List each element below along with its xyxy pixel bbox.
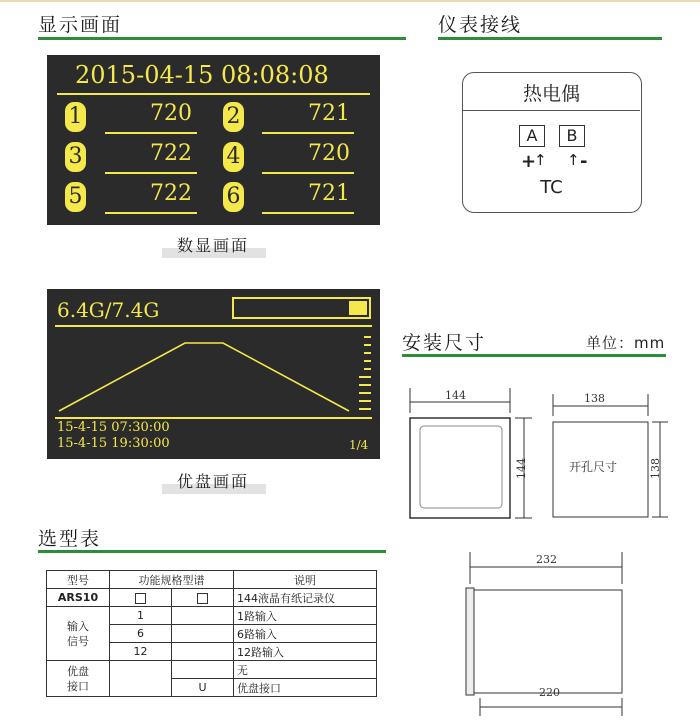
channel-line-4 bbox=[262, 172, 354, 174]
placeholder-box-icon bbox=[197, 593, 208, 604]
thermocouple-title: 热电偶 bbox=[522, 83, 580, 105]
input-desc-1: 1路输入 bbox=[234, 607, 377, 625]
usb-capacity: 6.4G/7.4G bbox=[57, 298, 160, 322]
channel-badge-2: 2 bbox=[223, 102, 244, 132]
channel-value-5: 722 bbox=[150, 181, 192, 206]
usb-empty bbox=[110, 661, 172, 697]
channel-value-3: 722 bbox=[150, 141, 192, 166]
install-dimension-drawing bbox=[400, 380, 700, 723]
side-outer-label: 232 bbox=[536, 553, 557, 566]
display-section-underline bbox=[38, 37, 406, 40]
usb-label: 优盘 接口 bbox=[47, 661, 110, 697]
usb-caption: 优盘画面 bbox=[177, 472, 250, 491]
usb-lcd-screen bbox=[47, 289, 380, 459]
front-width-label: 144 bbox=[445, 389, 466, 402]
channel-badge-3: 3 bbox=[65, 142, 86, 172]
scale-ticks bbox=[359, 337, 371, 409]
usb-desc-2: 优盘接口 bbox=[234, 679, 377, 697]
channel-badge-5: 5 bbox=[65, 182, 86, 212]
usb-time-1: 15-4-15 07:30:00 bbox=[57, 420, 170, 435]
wiring-section-title: 仪表接线 bbox=[438, 14, 523, 36]
tc-label: TC bbox=[540, 177, 563, 198]
channel-badge-1: 1 bbox=[65, 102, 86, 132]
cutout-width-label: 138 bbox=[584, 392, 605, 405]
usb-time-2: 15-4-15 19:30:00 bbox=[57, 436, 170, 451]
spec-box-2 bbox=[172, 589, 234, 607]
model-code: ARS10 bbox=[47, 589, 110, 607]
model-desc: 144液晶有纸记录仪 bbox=[234, 589, 377, 607]
channel-badge-6: 6 bbox=[223, 182, 244, 212]
lcd-datetime: 2015-04-15 08:08:08 bbox=[75, 61, 329, 89]
model-section-underline bbox=[38, 550, 386, 553]
input-code-2: 6 bbox=[110, 625, 172, 643]
digital-lcd-screen bbox=[47, 55, 380, 225]
channel-line-3 bbox=[105, 172, 197, 174]
input-empty-1 bbox=[172, 607, 234, 625]
spec-box-1 bbox=[110, 589, 172, 607]
channel-value-2: 721 bbox=[308, 101, 350, 126]
wiring-card bbox=[462, 72, 642, 213]
input-desc-2: 6路输入 bbox=[234, 625, 377, 643]
terminal-b: B bbox=[559, 125, 585, 147]
minus-sign: - bbox=[580, 151, 588, 172]
model-table bbox=[46, 570, 377, 697]
cutout-panel bbox=[553, 394, 668, 517]
display-section-title: 显示画面 bbox=[38, 14, 123, 36]
front-panel bbox=[410, 388, 532, 518]
unit-label: 单位：mm bbox=[586, 334, 666, 352]
cutout-height-label: 138 bbox=[649, 458, 662, 479]
cutout-label: 开孔尺寸 bbox=[569, 460, 618, 474]
datetime-underline bbox=[57, 93, 370, 95]
channel-line-6 bbox=[262, 212, 354, 214]
placeholder-box-icon bbox=[135, 593, 146, 604]
trend-line bbox=[59, 343, 349, 411]
usb-code-2: U bbox=[172, 679, 234, 697]
channel-line-2 bbox=[262, 132, 354, 134]
header-model: 型号 bbox=[47, 571, 110, 589]
wiring-section-underline bbox=[438, 37, 662, 40]
install-section-title: 安装尺寸 bbox=[402, 332, 487, 354]
model-section-title: 选型表 bbox=[38, 528, 102, 550]
install-section-underline bbox=[402, 354, 666, 357]
side-inner-label: 220 bbox=[539, 686, 560, 699]
input-label: 输入 信号 bbox=[47, 607, 110, 661]
input-code-1: 1 bbox=[110, 607, 172, 625]
top-border bbox=[0, 0, 700, 2]
channel-value-4: 720 bbox=[308, 141, 350, 166]
channel-value-6: 721 bbox=[308, 181, 350, 206]
channel-value-1: 720 bbox=[150, 101, 192, 126]
header-desc: 说明 bbox=[234, 571, 377, 589]
table-header-row bbox=[47, 571, 377, 589]
up-arrow-b-icon: ↑ bbox=[567, 151, 580, 169]
channel-line-1 bbox=[105, 132, 197, 134]
usb-desc-1: 无 bbox=[234, 661, 377, 679]
channel-badge-4: 4 bbox=[223, 142, 244, 172]
wiring-card-divider bbox=[463, 110, 640, 111]
channel-line-5 bbox=[105, 212, 197, 214]
digital-caption: 数显画面 bbox=[177, 236, 250, 255]
header-spec: 功能规格型谱 bbox=[110, 571, 234, 589]
table-row bbox=[47, 661, 377, 679]
terminal-a: A bbox=[519, 125, 545, 147]
table-row bbox=[47, 589, 377, 607]
up-arrow-a-icon: ↑ bbox=[534, 151, 547, 169]
plus-sign: + bbox=[521, 151, 537, 172]
input-empty-2 bbox=[172, 625, 234, 643]
usb-code-1 bbox=[172, 661, 234, 679]
input-desc-3: 12路输入 bbox=[234, 643, 377, 661]
input-empty-3 bbox=[172, 643, 234, 661]
usb-page-indicator: 1/4 bbox=[349, 438, 369, 452]
front-height-label: 144 bbox=[515, 458, 528, 479]
input-code-3: 12 bbox=[110, 643, 172, 661]
table-row bbox=[47, 607, 377, 625]
usb-bottom-divider bbox=[55, 417, 372, 419]
